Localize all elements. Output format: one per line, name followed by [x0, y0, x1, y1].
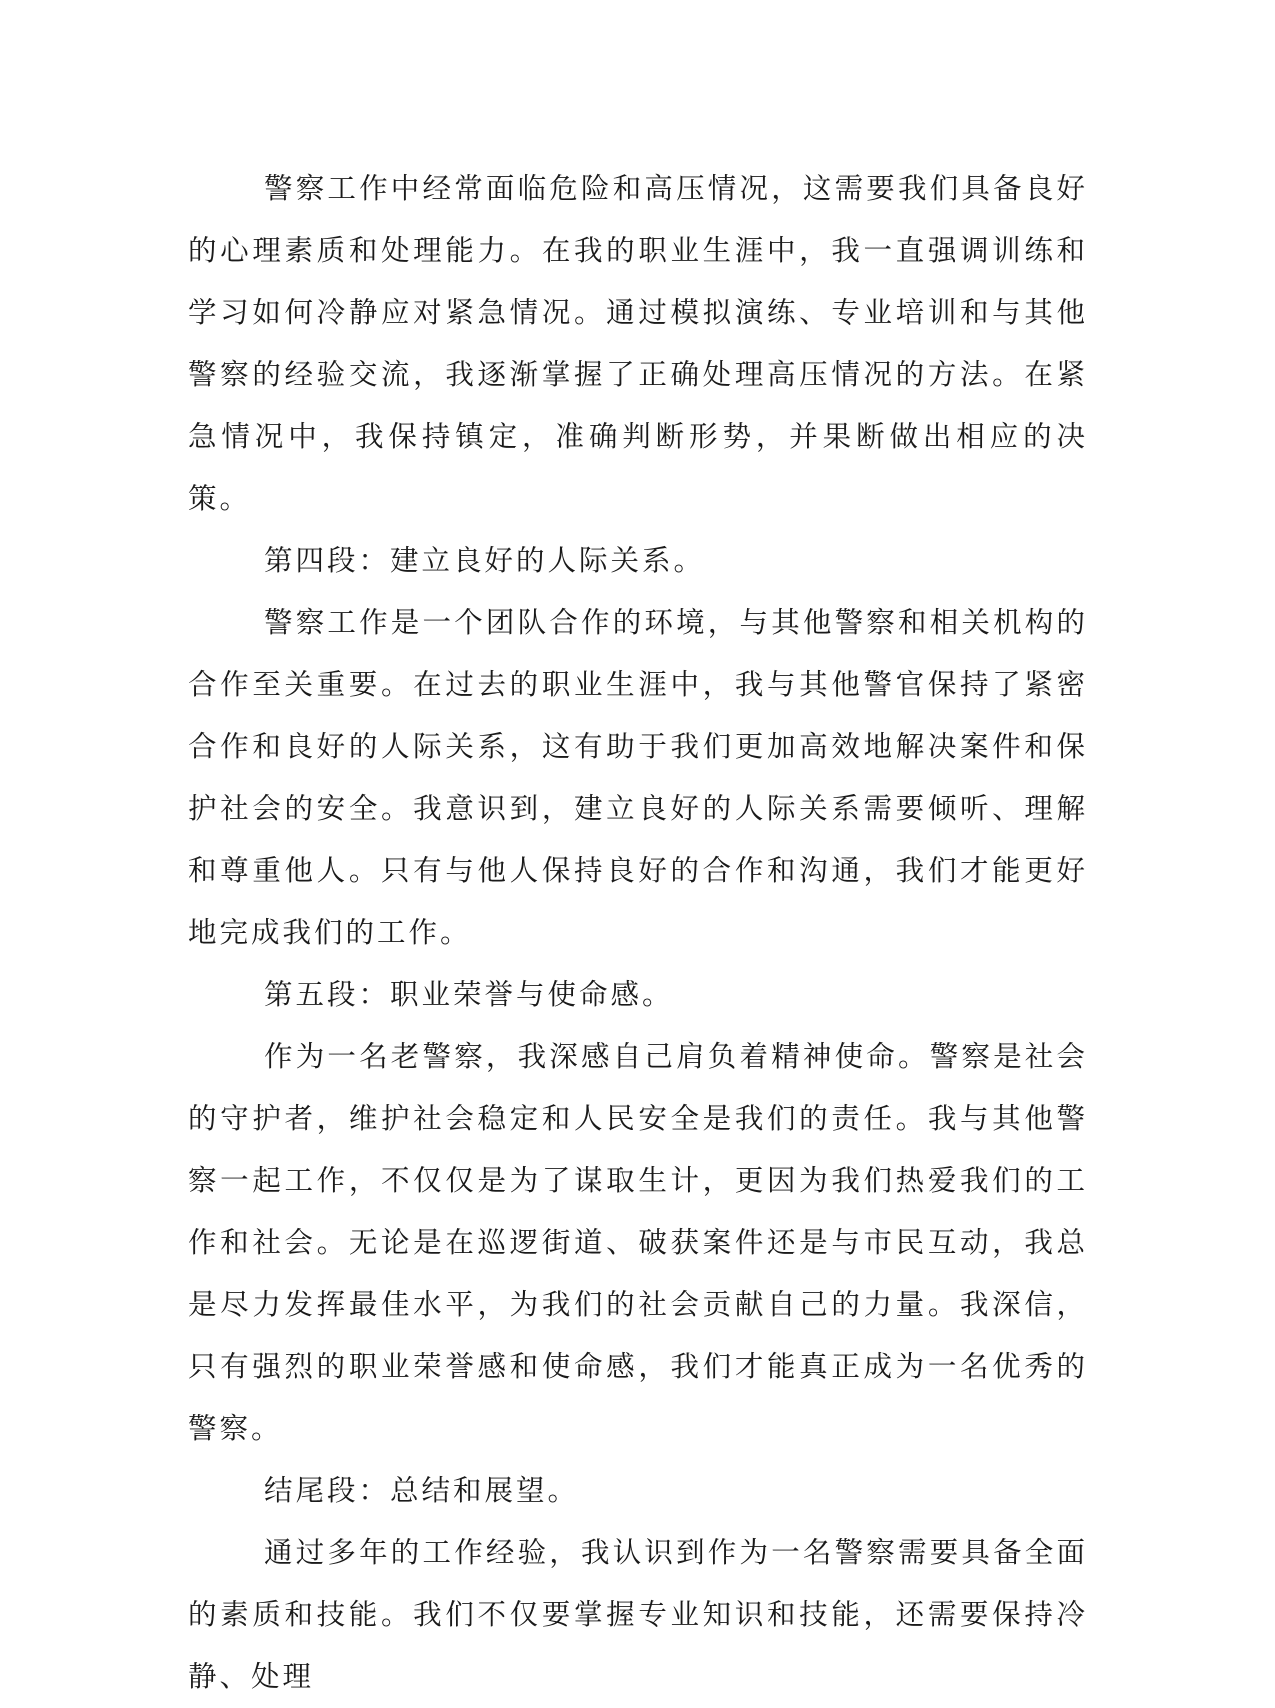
section-heading-four: 第四段：建立良好的人际关系。	[264, 544, 706, 577]
section-heading-conclusion: 结尾段：总结和展望。	[264, 1474, 580, 1507]
paragraph-stress-handling: 警察工作中经常面临危险和高压情况，这需要我们具备良好的心理素质和处理能力。在我的职业生涯中，我一直强调训练和学习如何冷静应对紧急情况。通过模拟演练、专业培训和与其他警察的经验交流，我逐渐掌握了正确处理高压情况的方法。在紧急情况中，我保持镇定，准确判断形势，并果断做出相应的决策。	[188, 172, 1088, 515]
section-heading-five: 第五段：职业荣誉与使命感。	[264, 978, 674, 1011]
paragraph-honor-mission: 作为一名老警察，我深感自己肩负着精神使命。警察是社会的守护者，维护社会稳定和人民安全是我们的责任。我与其他警察一起工作，不仅仅是为了谋取生计，更因为我们热爱我们的工作和社会。无论是在巡逻街道、破获案件还是与市民互动，我总是尽力发挥最佳水平，为我们的社会贡献自己的力量。我深信，只有强烈的职业荣誉感和使命感，我们才能真正成为一名优秀的警察。	[188, 1040, 1088, 1445]
paragraph-relationships: 警察工作是一个团队合作的环境，与其他警察和相关机构的合作至关重要。在过去的职业生涯中，我与其他警官保持了紧密合作和良好的人际关系，这有助于我们更加高效地解决案件和保护社会的安全。我意识到，建立良好的人际关系需要倾听、理解和尊重他人。只有与他人保持良好的合作和沟通，我们才能更好地完成我们的工作。	[188, 606, 1088, 949]
document-body	[188, 158, 1088, 1708]
paragraph-summary: 通过多年的工作经验，我认识到作为一名警察需要具备全面的素质和技能。我们不仅要掌握专业知识和技能，还需要保持冷静、处理	[188, 1536, 1088, 1693]
